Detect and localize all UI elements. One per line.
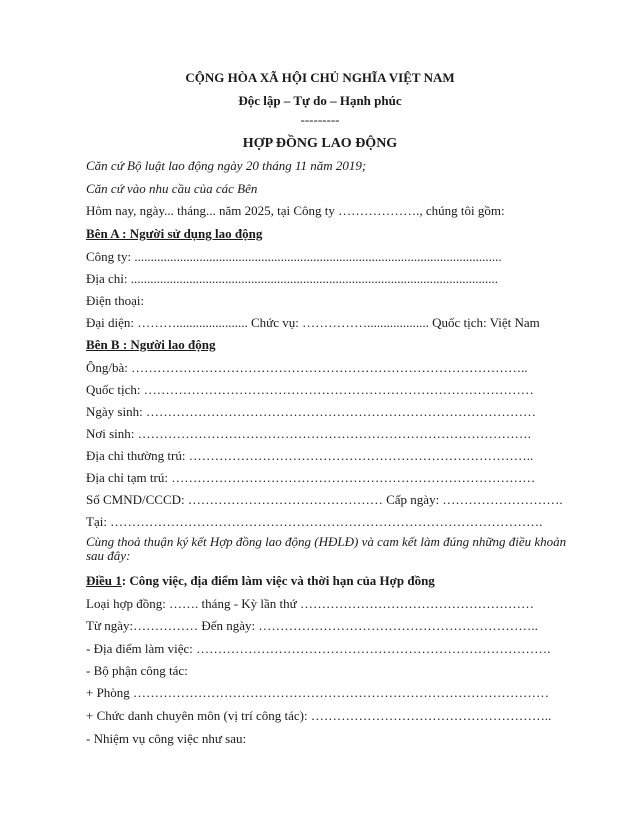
duties: - Nhiệm vụ công việc như sau: <box>86 731 247 746</box>
party-a-address: Địa chỉ: ................................................................................................................. <box>86 271 499 286</box>
party-b-birth-date: Ngày sinh: ……………………………………………………………………………… <box>86 404 536 419</box>
job-title: + Chức danh chuyên môn (vị trí công tác): ……………………………………………….. <box>86 708 552 723</box>
workplace: - Địa điểm làm việc: ………………………………………………………………………. <box>86 641 551 656</box>
contract-type: Loại hợp đồng: ……. tháng - Kỳ lần thứ ……………………………………………… <box>86 596 534 611</box>
article-1-title: : Công việc, địa điểm làm việc và thời hạn của Hợp đồng <box>121 573 435 588</box>
agreement-statement: Cùng thoả thuận ký kết Hợp đồng lao động (HĐLĐ) và cam kết làm đúng những điều khoản sau đây: <box>86 534 567 563</box>
party-a-phone: Điện thoại: <box>86 293 145 308</box>
party-a-representative: Đại diện: ………...................... Chức vụ: ……………................... Quốc tịch: Việt Nam <box>86 315 540 330</box>
basis-law: Căn cứ Bộ luật lao động ngày 20 tháng 11 năm 2019; <box>86 158 367 173</box>
party-b-birth-place: Nơi sinh: ………………………………………………………………………………. <box>86 426 531 441</box>
party-b-temporary-address: Địa chỉ tạm trú: ………………………………………………………………………… <box>86 470 536 485</box>
country-name: CỘNG HÒA XÃ HỘI CHỦ NGHĨA VIỆT NAM <box>185 70 455 85</box>
article-1-label: Điều 1 <box>86 573 122 588</box>
department: - Bộ phận công tác: <box>86 663 188 678</box>
document-title: HỢP ĐỒNG LAO ĐỘNG <box>242 136 398 151</box>
national-motto: Độc lập – Tự do – Hạnh phúc <box>238 93 402 108</box>
party-b-permanent-address: Địa chỉ thường trú: …………………………………………………………………….. <box>86 448 534 463</box>
basis-need: Căn cứ vào nhu cầu của các Bên <box>86 181 258 196</box>
room: + Phòng …………………………………………………………………………………… <box>86 685 550 700</box>
party-b-id-number: Số CMND/CCCD: ……………………………………… Cấp ngày: ………………………. <box>86 492 563 507</box>
party-a-heading: Bên A : Người sử dụng lao động <box>86 226 263 241</box>
party-b-name: Ông/bà: ……………………………………………………………………………….. <box>86 360 528 375</box>
party-b-nationality: Quốc tịch: ……………………………………………………………………………… <box>86 382 534 397</box>
party-b-heading: Bên B : Người lao động <box>86 337 216 352</box>
motto-divider: --------- <box>300 112 340 127</box>
party-b-issued-at: Tại: ………………………………………………………………………………………. <box>86 514 543 529</box>
article-1-heading <box>86 573 435 589</box>
today-statement: Hôm nay, ngày... tháng... năm 2025, tại Công ty ………………., chúng tôi gồm: <box>86 203 505 218</box>
contract-period: Từ ngày:…………… Đến ngày: ……………………………………………………….. <box>86 618 538 633</box>
party-a-company: Công ty: ................................................................................................................. <box>86 249 502 264</box>
